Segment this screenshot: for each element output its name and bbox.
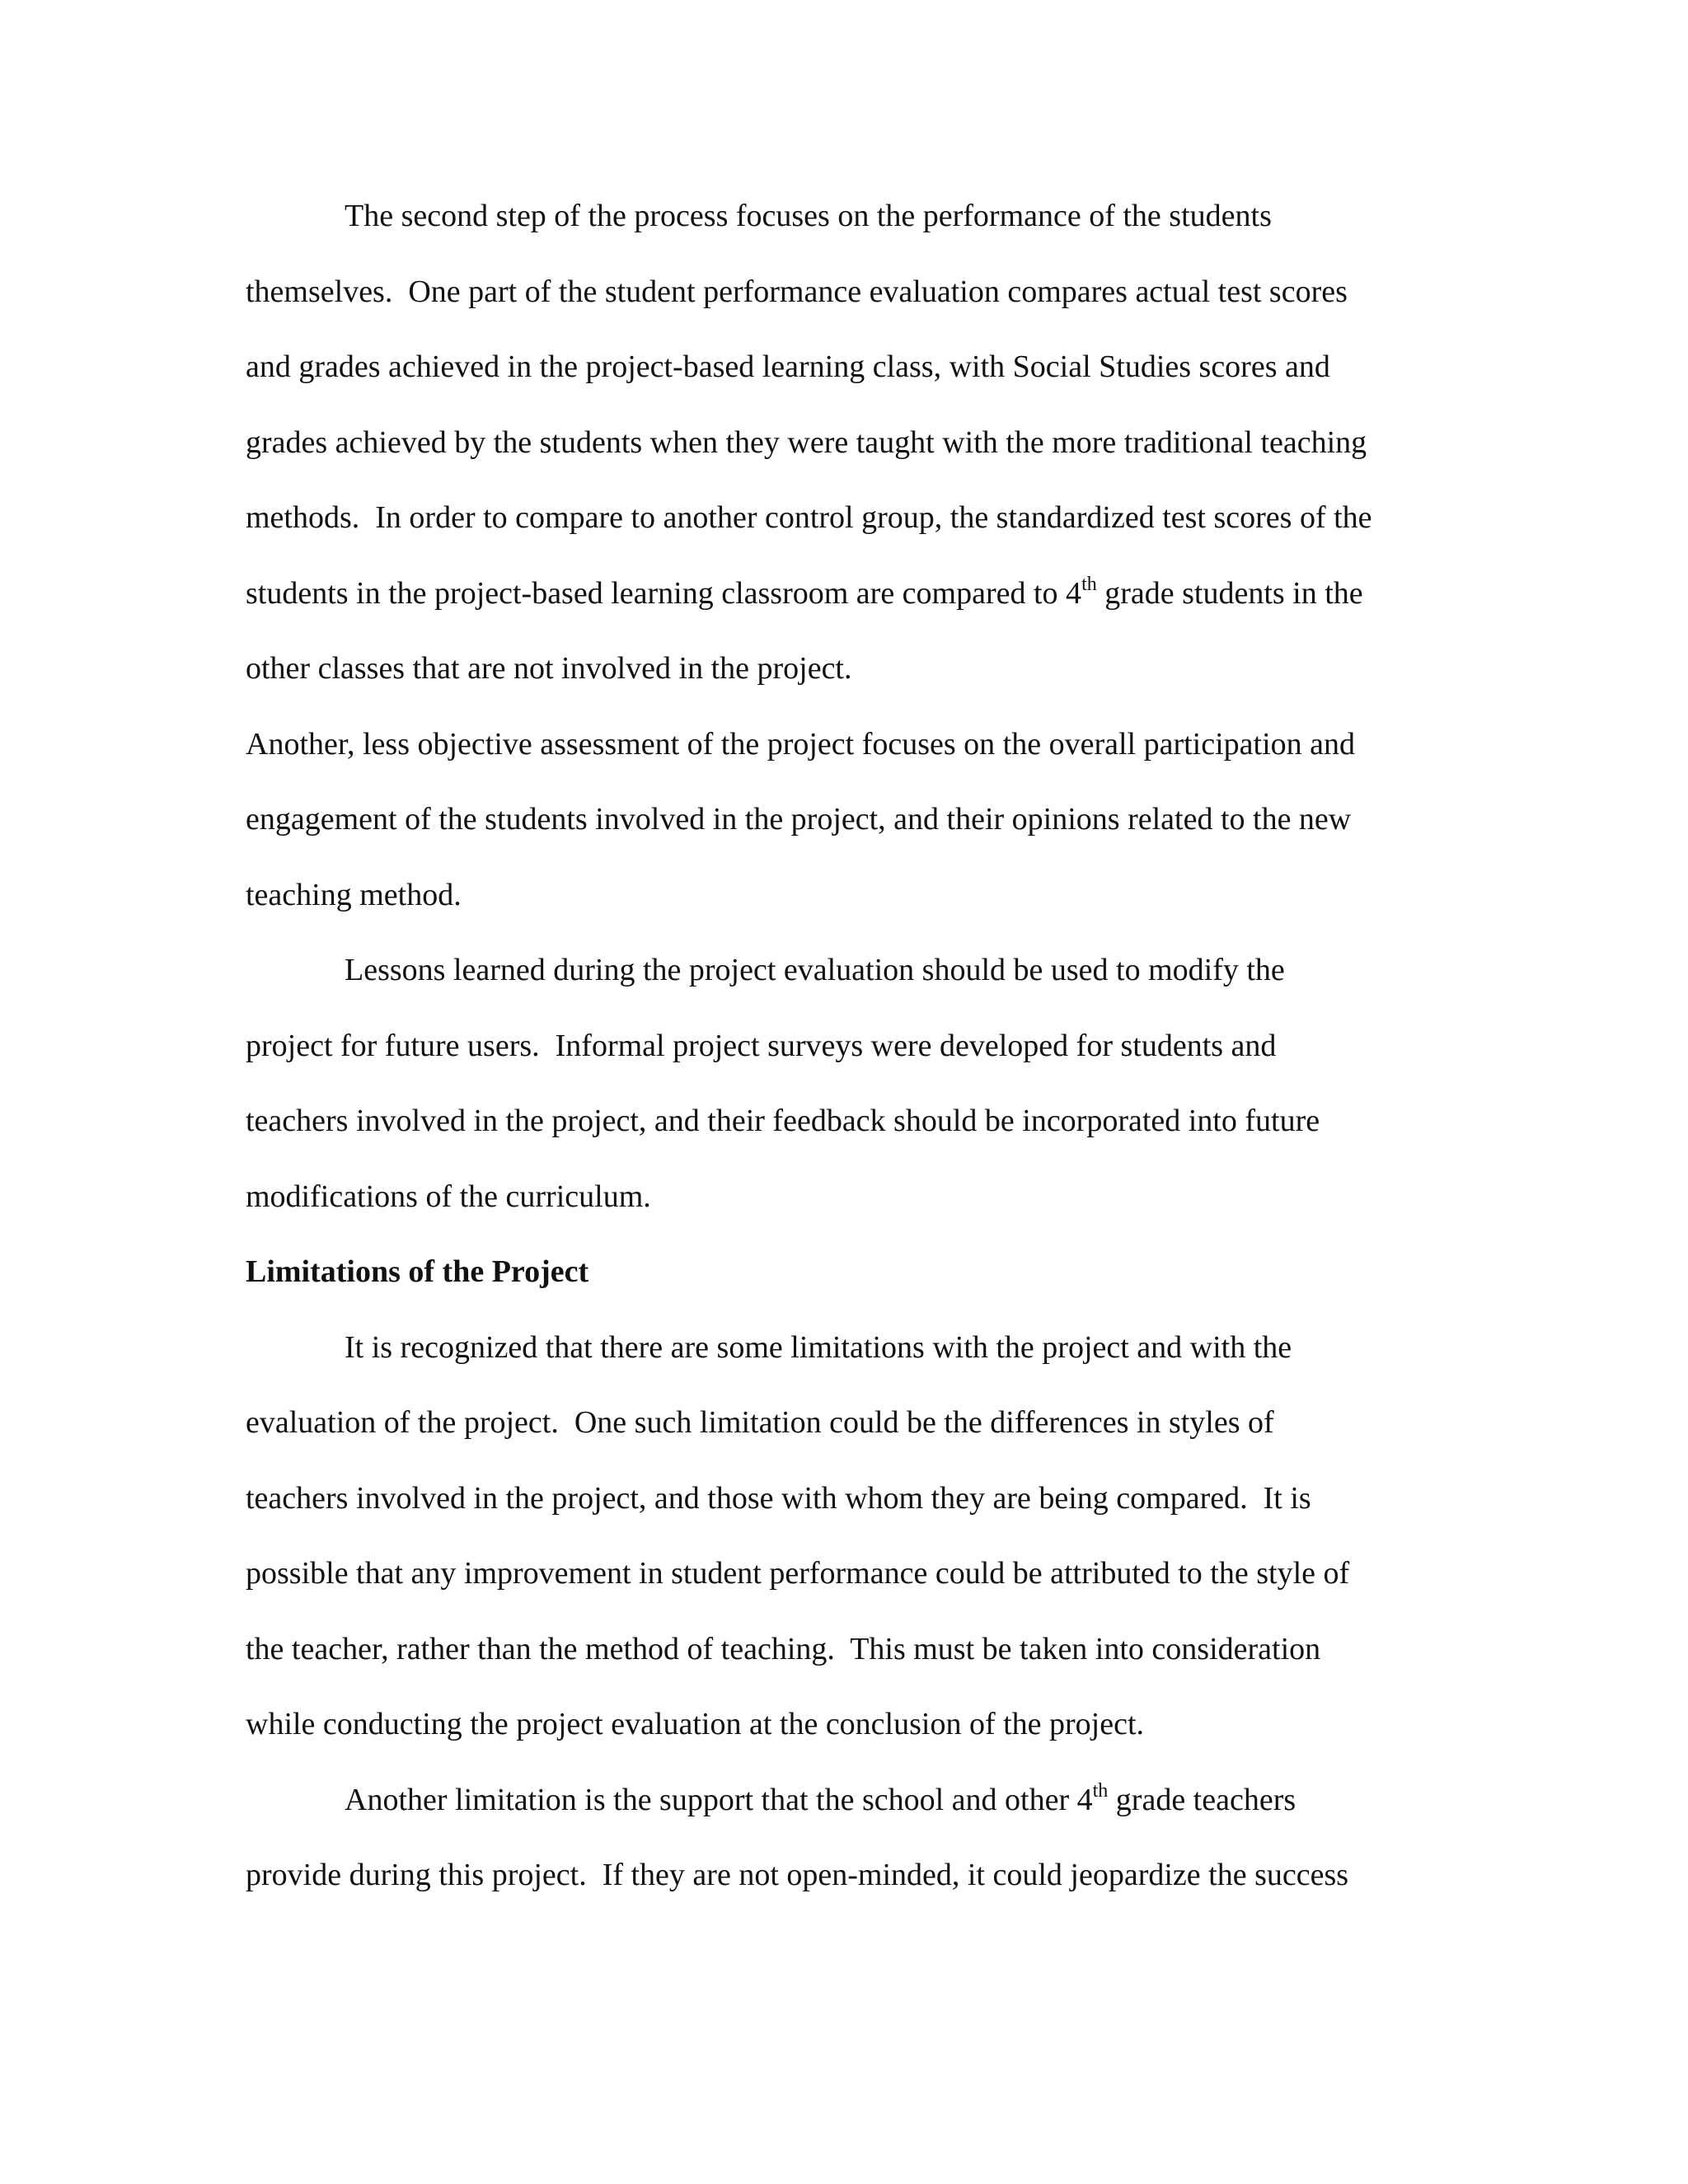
paragraph-2-line: engagement of the students involved in the project, and their opinions related to the new <box>246 802 1352 837</box>
paragraph-1-line: methods. In order to compare to another control group, the standardized test scores of the <box>246 500 1372 535</box>
line-text: grade students in the <box>1096 576 1363 611</box>
paragraph-1-line <box>246 574 1363 613</box>
line-text: grade teachers <box>1108 1783 1296 1817</box>
paragraph-1-line: themselves. One part of the student performance evaluation compares actual test scores <box>246 274 1348 309</box>
paragraph-3-line: Lessons learned during the project evaluation should be used to modify the <box>345 953 1285 987</box>
paragraph-4-line: the teacher, rather than the method of teaching. This must be taken into consideration <box>246 1632 1321 1666</box>
paragraph-2-line: Another, less objective assessment of the project focuses on the overall participation and <box>246 727 1356 762</box>
paragraph-1-line: grades achieved by the students when they were taught with the more traditional teaching <box>246 425 1367 460</box>
paragraph-4-line: evaluation of the project. One such limitation could be the differences in styles of <box>246 1405 1274 1440</box>
paragraph-4-line: possible that any improvement in student performance could be attributed to the style of <box>246 1556 1350 1591</box>
ordinal-superscript: th <box>1081 574 1097 596</box>
ordinal-superscript: th <box>1092 1780 1109 1802</box>
paragraph-4-line: It is recognized that there are some limitations with the project and with the <box>345 1330 1292 1365</box>
paragraph-3-line: modifications of the curriculum. <box>246 1179 651 1214</box>
paragraph-5-line: provide during this project. If they are not open-minded, it could jeopardize the success <box>246 1858 1349 1892</box>
paragraph-3-line: project for future users. Informal project surveys were developed for students and <box>246 1029 1277 1063</box>
section-heading: Limitations of the Project <box>246 1254 589 1289</box>
paragraph-1-line: The second step of the process focuses on the performance of the students <box>345 199 1272 233</box>
line-text: Another limitation is the support that the school and other 4 <box>345 1783 1093 1817</box>
paragraph-1-line: and grades achieved in the project-based learning class, with Social Studies scores and <box>246 349 1330 384</box>
paragraph-4-line: teachers involved in the project, and those with whom they are being compared. It is <box>246 1481 1311 1516</box>
paragraph-2-line: teaching method. <box>246 878 462 912</box>
line-text: students in the project-based learning classroom are compared to 4 <box>246 576 1082 611</box>
paragraph-3-line: teachers involved in the project, and their feedback should be incorporated into future <box>246 1104 1320 1138</box>
paragraph-5-line <box>345 1780 1296 1820</box>
paragraph-1-line: other classes that are not involved in the project. <box>246 651 852 686</box>
paragraph-4-line: while conducting the project evaluation at the conclusion of the project. <box>246 1707 1145 1741</box>
